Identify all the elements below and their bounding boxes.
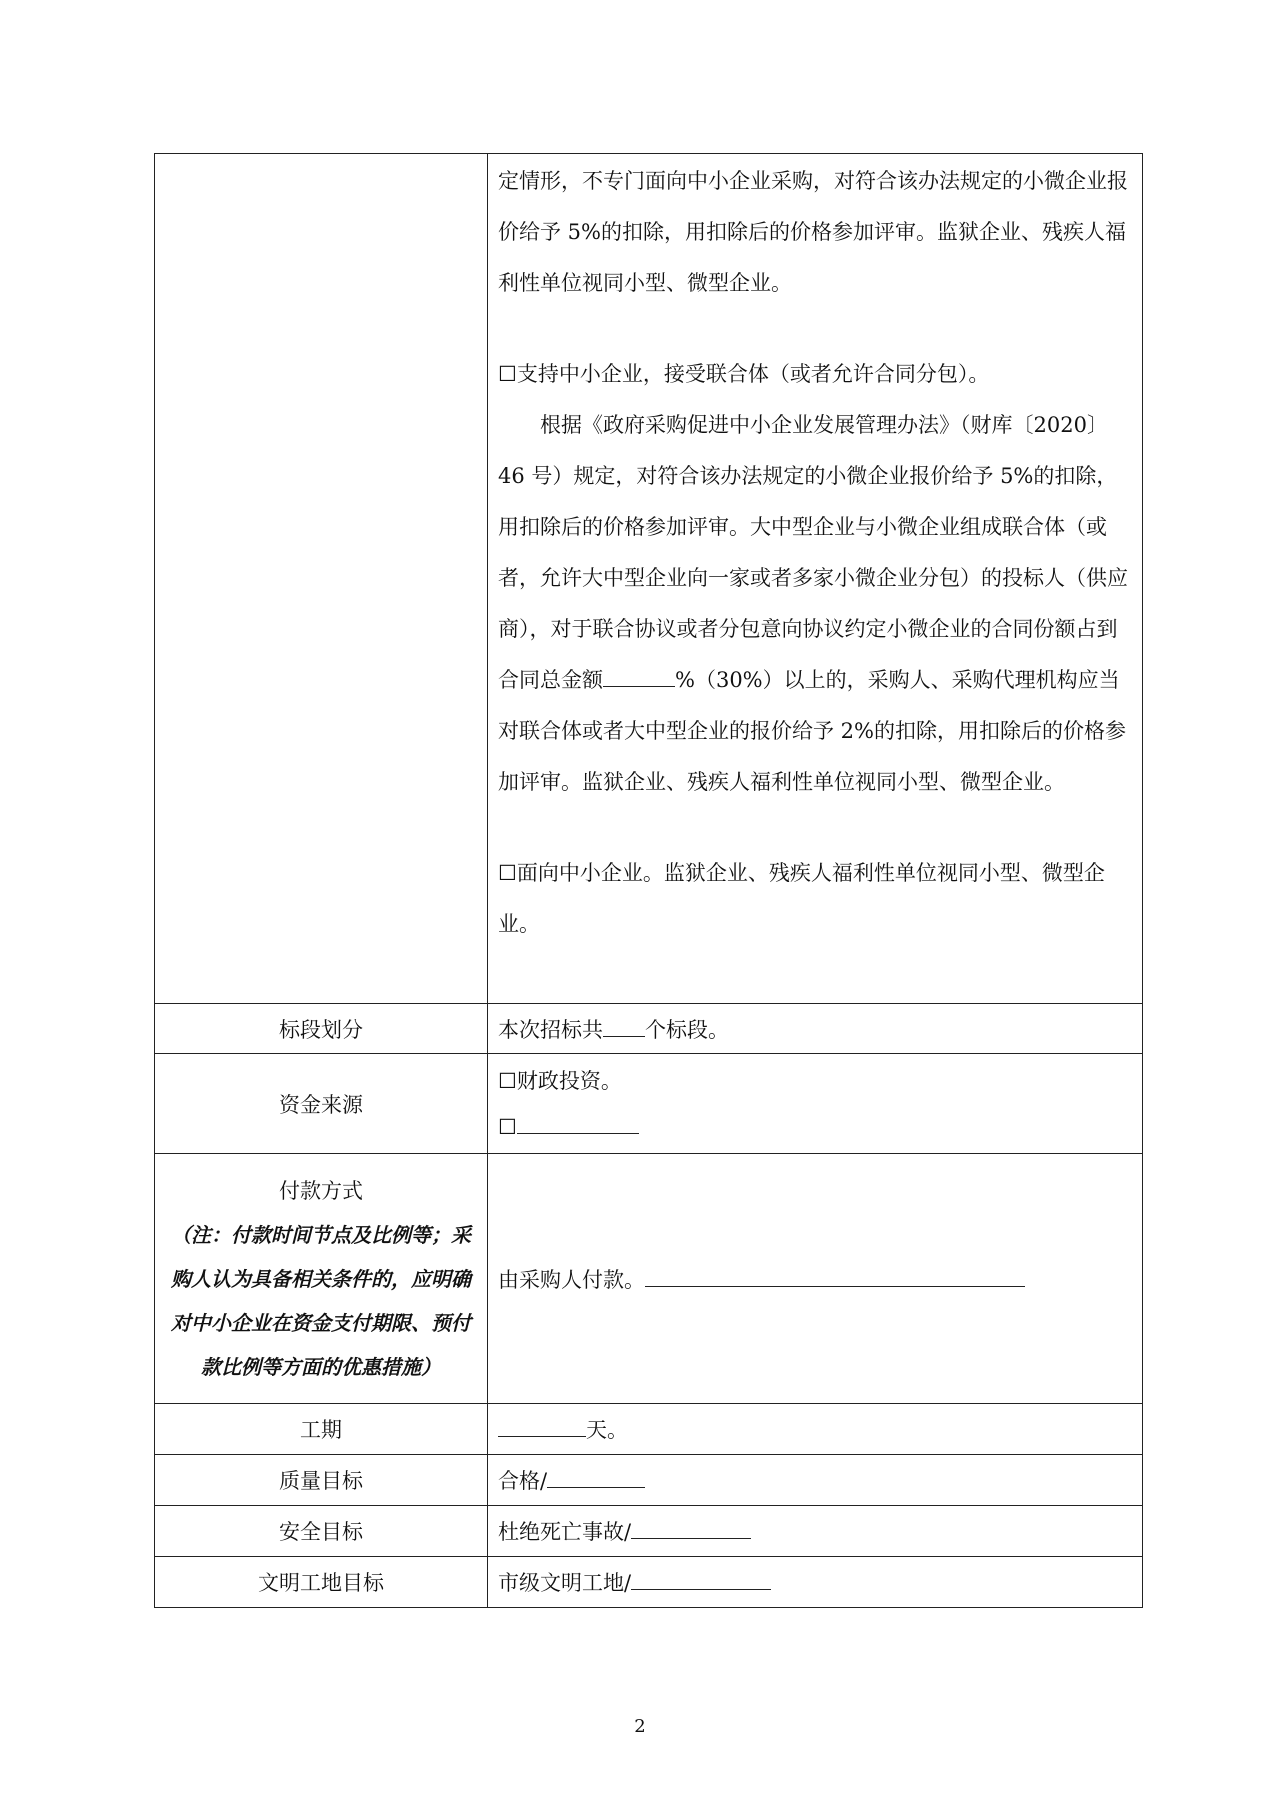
sme-policy-cell	[488, 154, 1143, 1004]
funding-option-other: ☐	[498, 1104, 1132, 1150]
procurement-table	[154, 153, 1143, 1608]
safety-label: 安全目标	[155, 1506, 488, 1557]
table-row	[155, 1557, 1143, 1608]
payment-blank[interactable]	[645, 1264, 1025, 1287]
policy-option-joint-body: 根据《政府采购促进中小企业发展管理办法》（财库〔2020〕46 号）规定，对符合该办法规定的小微企业报价给予 5%的扣除，用扣除后的价格参加评审。大中型企业与小微企业组成联合体（或者，允许大中型企业向一家或者多家小微企业分包）的投标人（供应商），对于联合协议或者分包意向协议约定小微企业的合同份额占到合同总金额 %（30%）以上的，采购人、采购代理机构应当对联合体或者大中型企业的报价给予 2%的扣除，用扣除后的价格参加评审。监狱企业、残疾人福利性单位视同小型、微型企业。	[498, 413, 1128, 794]
quality-value: 合格/	[488, 1455, 1143, 1506]
share-blank[interactable]	[603, 664, 675, 687]
payment-label: 付款方式	[279, 1178, 363, 1203]
payment-note: （注：付款时间节点及比例等；采购人认为具备相关条件的，应明确对中小企业在资金支付期限、预付款比例等方面的优惠措施）	[171, 1222, 471, 1379]
payment-label-cell	[155, 1154, 488, 1404]
policy-text-1: 定情形，不专门面向中小企业采购，对符合该办法规定的小微企业报价给予 5%的扣除，用扣除后的价格参加评审。监狱企业、残疾人福利性单位视同小型、微型企业。	[498, 169, 1128, 295]
civil-label: 文明工地目标	[155, 1557, 488, 1608]
quality-blank[interactable]	[547, 1465, 645, 1488]
duration-blank[interactable]	[498, 1414, 586, 1437]
section-count-blank[interactable]	[603, 1014, 645, 1037]
table-row	[155, 1506, 1143, 1557]
safety-value: 杜绝死亡事故/	[488, 1506, 1143, 1557]
civil-value: 市级文明工地/	[488, 1557, 1143, 1608]
table-row	[155, 1154, 1143, 1404]
table-row	[155, 1455, 1143, 1506]
duration-label: 工期	[155, 1404, 488, 1455]
duration-value: 天。	[488, 1404, 1143, 1455]
funding-value	[488, 1054, 1143, 1154]
funding-label: 资金来源	[155, 1054, 488, 1154]
table-row	[155, 154, 1143, 1004]
empty-label-cell	[155, 154, 488, 1004]
payment-value: 由采购人付款。	[488, 1154, 1143, 1404]
policy-option-sme: ☐面向中小企业。监狱企业、残疾人福利性单位视同小型、微型企业。	[498, 861, 1105, 936]
funding-other-blank[interactable]	[517, 1111, 639, 1134]
table-row	[155, 1054, 1143, 1154]
section-label: 标段划分	[155, 1004, 488, 1054]
page-number: 2	[634, 1716, 646, 1737]
policy-option-joint-title: ☐支持中小企业，接受联合体（或者允许合同分包）。	[498, 362, 990, 386]
table-row	[155, 1404, 1143, 1455]
table-row	[155, 1004, 1143, 1054]
section-value: 本次招标共 个标段。	[488, 1004, 1143, 1054]
safety-blank[interactable]	[631, 1516, 751, 1539]
civil-blank[interactable]	[631, 1567, 771, 1590]
quality-label: 质量目标	[155, 1455, 488, 1506]
funding-option-finance: ☐财政投资。	[498, 1068, 622, 1093]
